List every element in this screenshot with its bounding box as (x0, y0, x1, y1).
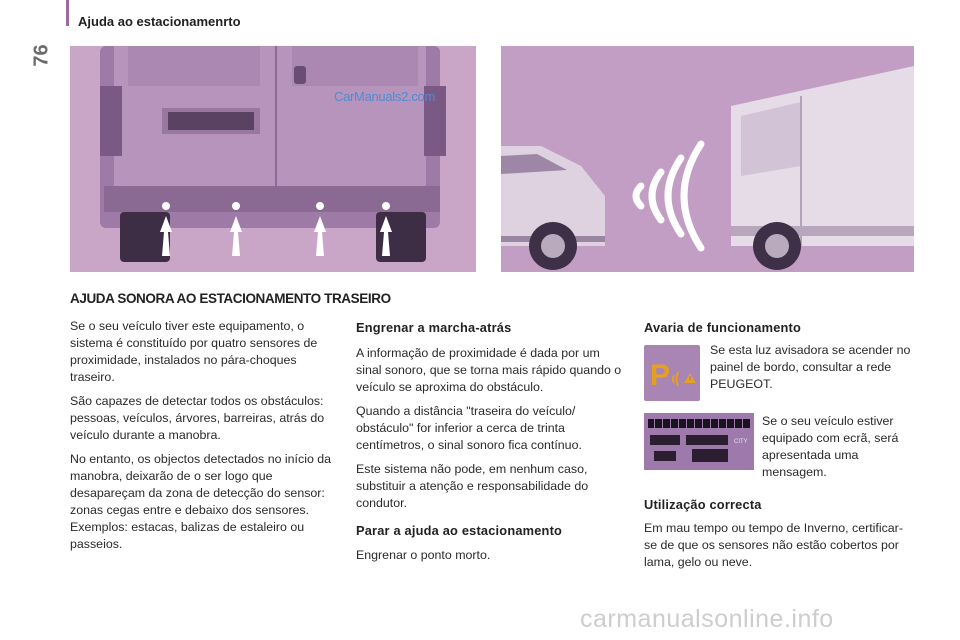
watermark-text: CarManuals2.com (334, 89, 435, 104)
fault-heading: Avaria de funcionamento (644, 320, 802, 335)
intro-paragraph: No entanto, os objectos detectados no início da manobra, deixarão de o ser logo que desapareçam da zona de detecção do sensor: zonas cegas entre e debaixo dos sensores. Exemplos: estacas, balizas de estaleiro ou passeios. (70, 452, 332, 551)
stop-text: Engrenar o ponto morto. (356, 548, 491, 562)
reverse-column (356, 345, 628, 519)
parking-warning-light-icon (644, 345, 700, 401)
dashboard-display-icon (644, 413, 754, 470)
rear-van-drawing (70, 46, 476, 272)
reverse-paragraph: Quando a distância "traseira do veículo/ obstáculo" for inferior a cerca de trinta centímetros, o sinal sonoro fica contínuo. (356, 404, 582, 452)
intro-paragraph: Se o seu veículo tiver este equipamento, o sistema é constituído por quatro sensores de proximidade, instalados no pára-choques traseiro. (70, 319, 318, 384)
parking-drawing (501, 46, 914, 272)
intro-column (70, 318, 340, 560)
stop-heading: Parar a ajuda ao estacionamento (356, 523, 563, 538)
rear-van-illustration (70, 46, 476, 272)
reverse-heading: Engrenar a marcha-atrás (356, 320, 512, 335)
display-city-label: CITY (734, 439, 748, 445)
correct-use-heading: Utilização correcta (644, 497, 762, 512)
parking-illustration (501, 46, 914, 272)
correct-use-text: Em mau tempo ou tempo de Inverno, certificar-se de que os sensores não estão cobertos por lama, gelo ou neve. (644, 521, 903, 569)
display-message-text: Se o seu veículo estiver equipado com ecrã, será apresentada uma mensagem. (762, 414, 899, 479)
footer-watermark: carmanualsonline.info (580, 605, 834, 633)
warning-light-letter: P (650, 359, 671, 392)
page-side-bar (66, 0, 69, 26)
reverse-paragraph: A informação de proximidade é dada por um sinal sonoro, que se torna mais rápido quando o veículo se aproxima do obstáculo. (356, 346, 622, 394)
reverse-paragraph: Este sistema não pode, em nenhum caso, substituir a atenção e responsabilidade do condutor. (356, 462, 589, 510)
section-header: Ajuda ao estacionamenrto (78, 14, 241, 29)
warning-light-text: Se esta luz avisadora se acender no painel de bordo, consultar a rede PEUGEOT. (710, 343, 911, 391)
intro-paragraph: São capazes de detectar todos os obstáculos: pessoas, veículos, árvores, barreiras, atrás do veículo durante a manobra. (70, 394, 325, 442)
page-number: 76 (30, 44, 53, 67)
main-title: AJUDA SONORA AO ESTACIONAMENTO TRASEIRO (70, 291, 391, 306)
